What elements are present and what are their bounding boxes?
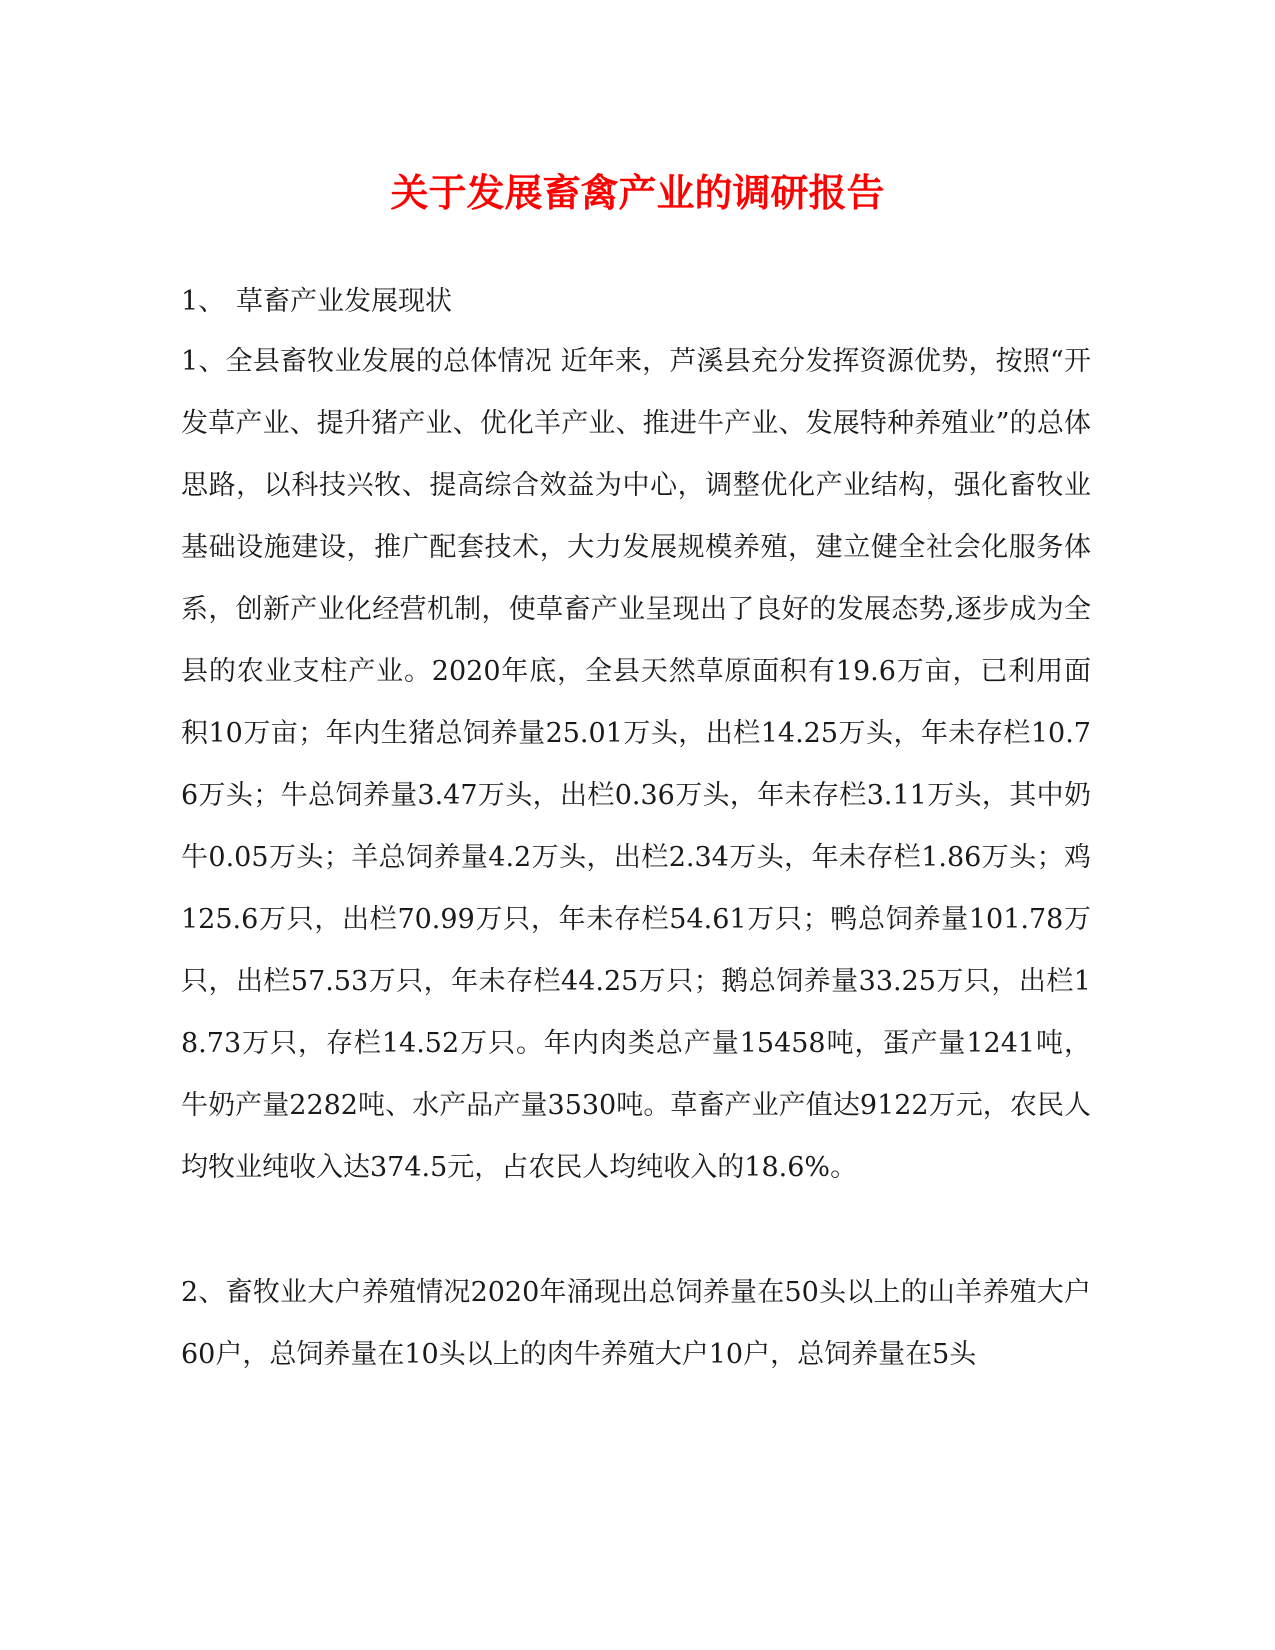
section-heading-text: 草畜产业发展现状: [236, 286, 452, 317]
section-heading-number: 1、: [181, 286, 226, 317]
document-title: 关于发展畜禽产业的调研报告: [390, 170, 885, 215]
section-heading: [181, 282, 1091, 322]
paragraph-overall-situation: 1、全县畜牧业发展的总体情况 近年来，芦溪县充分发挥资源优势，按照“开发草产业、提升猪产业、优化羊产业、推进牛产业、发展特种养殖业”的总体思路，以科技兴牧、提高综合效益为中心，调整优化产业结构，强化畜牧业基础设施建设，推广配套技术，大力发展规模养殖，建立健全社会化服务体系，创新产业化经营机制，使草畜产业呈现出了良好的发展态势,逐步成为全县的农业支柱产业。2020年底，全县天然草原面积有19.6万亩，已利用面积10万亩；年内生猪总饲养量25.01万头，出栏14.25万头，年未存栏10.76万头；牛总饲养量3.47万头，出栏0.36万头，年未存栏3.11万头，其中奶牛0.05万头；羊总饲养量4.2万头，出栏2.34万头，年未存栏1.86万头；鸡125.6万只，出栏70.99万只，年未存栏54.61万只；鸭总饲养量101.78万只，出栏57.53万只，年未存栏44.25万只；鹅总饲养量33.25万只，出栏18.73万只，存栏14.52万只。年内肉类总产量15458吨，蛋产量1241吨，牛奶产量2282吨、水产品产量3530吨。草畜产业产值达9122万元，农民人均牧业纯收入达374.5元，占农民人均纯收入的18.6%。: [181, 346, 1091, 1183]
paragraph-large-farmers: 2、畜牧业大户养殖情况2020年涌现出总饲养量在50头以上的山羊养殖大户60户，总饲养量在10头以上的肉牛养殖大户10户，总饲养量在5头: [181, 1277, 1091, 1370]
